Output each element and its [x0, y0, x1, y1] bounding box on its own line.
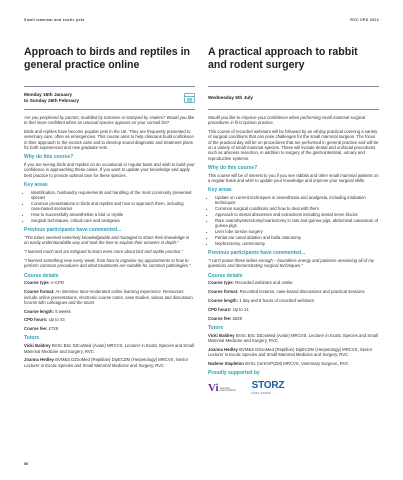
- list-item: • Rare ovariohysterectomy/ovariectomy in rats and guinea pigs, abdominal caesarean of guinea pigs: [215, 218, 379, 229]
- section-heading: Tutors: [208, 324, 224, 331]
- vi-logo: [208, 383, 242, 393]
- detail-row: Course type: Recorded webinars and onsite: [208, 280, 293, 286]
- vi-logo-mark: Vi: [208, 382, 219, 395]
- detail-row: Course fee: £849: [208, 315, 243, 321]
- detail-row: Course length: 6 weeks: [24, 308, 71, 314]
- course-rabbit-rodent-surgery: [208, 46, 379, 396]
- course-description: This course of recorded webinars will be followed by an all-day practical covering a variety of surgical conditions that can pose challenges for the small mammal surgeon. The focus of the practical day will be on procedures that are performed in general practice and will be on a variety of small mammal species. These will include dental and orofacial procedures such as abscess resection, in addition to surgery of the gastrointestinal, urinary and reproductive systems.: [208, 129, 379, 161]
- sponsor-logos: [208, 381, 379, 396]
- tutor-entry: Vicki Baldrey BVSc BSc DZooMed (Avian) MRCVS, Lecturer in Exotic Species and Small Mammal Medicine and Surgery, RVC: [24, 343, 194, 354]
- section-heading: Course details: [24, 272, 59, 279]
- why-text: If you are seeing birds and reptiles on an occasional or regular basis and wish to build your confidence in approaching these cases. If you want to update your knowledge and apply best practice to provide optimal care for these species.: [24, 162, 195, 178]
- detail-row: Course type: e-CPD: [24, 280, 64, 286]
- section-heading: Key areas: [208, 187, 232, 194]
- tutor-entry: Vicki Baldrey BVSc BSc DZooMed (Avian) MRCVS, Lecturer in Exotic Species and Small Mammal Medicine and Surgery, RVC: [208, 332, 378, 344]
- list-item: • Partial ear canal ablation and bulla osteotomy: [215, 235, 379, 240]
- storz-logo-text: KARL STORZ: [251, 391, 271, 395]
- course-title: Approach to birds and reptiles in general practice online: [24, 46, 190, 71]
- list-item: • Common presentations in birds and reptiles and how to approach them, including case-based scenarios: [31, 201, 195, 212]
- testimonial: "The tutors seemed extremely knowledgeable and managed to share their knowledge in an easily understandable way and took the time to explain their answers in depth.": [24, 235, 190, 246]
- testimonial: "I can't praise these ladies enough – boundless energy and patience answering all of my questions and demonstrating surgical techniques.": [208, 258, 375, 269]
- course-date-row: [208, 87, 379, 109]
- course-title: A practical approach to rabbit and rodent surgery: [208, 46, 358, 71]
- list-item: • Common surgical conditions and how to deal with them: [215, 206, 379, 211]
- detail-row: Course format: Recorded lectures, case-based discussions and practical sessions: [208, 289, 365, 295]
- storz-logo-mark: STORZ: [251, 379, 285, 391]
- page-number: 56: [24, 462, 29, 466]
- tutor-entry: Joanna Hedley BVM&S DZooMed (Reptilian) DipECZM (Herpetology) MRCVS, Senior Lecturer in Exotic Species and Small Mammal Medicine and Surgery, RVC: [208, 346, 373, 358]
- course-birds-reptiles: [24, 46, 195, 396]
- list-item: • Surgical techniques, critical care and analgesia: [31, 218, 195, 223]
- list-item: • Identification, husbandry requirements and handling of the most commonly presented species: [31, 190, 195, 201]
- tutor-entry: Nadene Stapleton BVSc CertAVP(ZM) MRCVS, Veterinary Surgeon, RVC: [208, 360, 349, 366]
- list-item: • Update on current techniques in anaesthesia and analgesia, including intubation techniques: [215, 195, 379, 206]
- detail-row: Course length: 1 day and 8 hours of recorded webinars: [208, 298, 315, 304]
- course-description: Birds and reptiles have become popular pets in the UK. They are frequently presented to veterinary care, often as emergencies. This course aims to help clinicians build confidence in their approach to the exotics case and to develop sound diagnostic and treatment plans for both experienced and new graduate vets.: [24, 129, 194, 150]
- tutor-entry: Joanna Hedley BVM&S DZooMed (Reptilian) DipECZM (Herpetology) MRCVS, Senior Lecturer in Exotic Species and Small Mammal Medicine and Surgery, RVC: [24, 357, 189, 368]
- section-heading: Why do this course?: [208, 164, 258, 171]
- course-date-row: [24, 87, 195, 109]
- list-item: • How to successfully anaesthetise a bird or reptile: [31, 212, 195, 217]
- course-columns: [24, 46, 379, 396]
- list-item: • Approach to dental abscesses and extractions including dental nerve blocks: [215, 212, 379, 217]
- course-dates: Monday 16th January to Sunday 26th February: [24, 92, 79, 103]
- divider: [208, 109, 379, 110]
- key-areas-list: [208, 195, 379, 246]
- testimonial: "I learned something new every week, from how to organise my appointments to how to perform common procedures and what treatments are suitable for common pathologies.": [24, 258, 191, 269]
- list-item: • Nephrectomy, ureterotomy: [215, 241, 379, 246]
- header-brand: RVC CPD 2022: [350, 18, 379, 22]
- calendar-icon: [184, 93, 195, 103]
- list-item: • Liver lobe torsion surgery: [215, 229, 379, 234]
- course-body: [208, 115, 379, 396]
- section-heading: Tutors: [24, 335, 40, 342]
- divider: [24, 109, 195, 110]
- header-section-title: Small mammal and exotic pets: [24, 18, 85, 22]
- section-heading: Key areas: [24, 181, 48, 188]
- course-body: [24, 115, 195, 368]
- vi-logo-text: Veterinary Instrumentation: [219, 386, 237, 393]
- detail-row: Course format: An intensive tutor-moderated online learning experience. Resources include online presentations, electronic course notes, case studies, videos and discussion forums with colleagues and the tutors: [24, 289, 193, 305]
- course-dates: Wednesday 5th July: [208, 95, 253, 101]
- why-text: This course will be of interest to you if you see rabbits and other small mammal patients on a regular basis and wish to update your knowledge and improve your surgical skills.: [208, 172, 379, 183]
- course-intro: Would you like to improve your confidence when performing small mammal surgical procedures in first opinion practice.: [208, 115, 366, 126]
- testimonial: "I learned much and am intrigued to learn even more about bird and reptile practice.": [24, 249, 183, 255]
- section-heading: Previous participants have commented...: [24, 227, 122, 234]
- section-heading: Course details: [208, 272, 243, 279]
- detail-row: CPD hours: Up to 14: [208, 306, 249, 312]
- section-heading: Proudly supported by: [208, 370, 260, 377]
- detail-row: CPD hours: Up to 43: [24, 317, 65, 323]
- section-heading: Previous participants have commented...: [208, 250, 306, 257]
- storz-logo: [252, 381, 285, 396]
- course-intro: Are you perplexed by parrots, muddled by tortoises or stumped by snakes? Would you like to feel more confident when an unusual species appears on your consult list?: [24, 115, 195, 126]
- running-header: [24, 18, 379, 22]
- key-areas-list: [24, 190, 195, 224]
- detail-row: Course fee: £729: [24, 326, 59, 332]
- section-heading: Why do this course?: [24, 154, 74, 161]
